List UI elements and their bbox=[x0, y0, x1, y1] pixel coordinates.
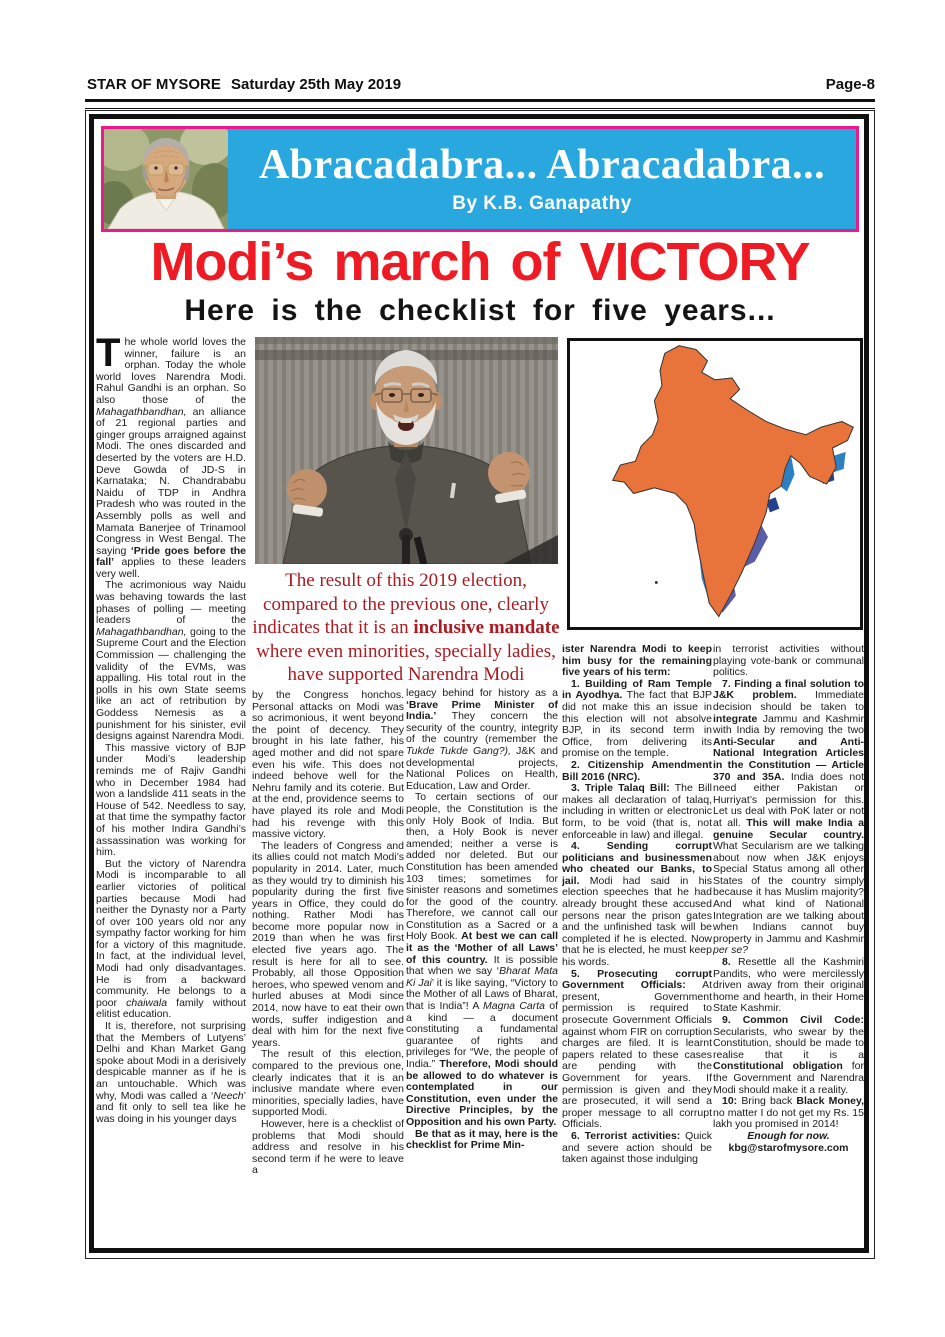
banner-byline: By K.B. Ganapathy bbox=[452, 192, 632, 214]
modi-photo bbox=[255, 337, 558, 564]
author-photo-art bbox=[104, 129, 228, 229]
paragraph: kbg@starofmysore.com bbox=[728, 1141, 849, 1154]
paper-name: STAR OF MYSORE bbox=[87, 76, 221, 93]
paragraph: 3. Triple Talaq Bill: The Bill makes all declaration of talaq, including in written or electronic form, to be void (that is, not enforceable in law) and illegal. bbox=[562, 782, 712, 841]
paragraph: It is, therefore, not surprising that the Members of Lutyens’ Delhi and Khan Market Gang spoke about Modi in a derisively despicable manner as if he is an untouchable. Which was why, Modi was called a ‘Neech’ and fit only to sell tea like he was doing in his younger days bbox=[96, 1020, 246, 1125]
body-column-1 bbox=[96, 337, 246, 1256]
paragraph: 1. Building of Ram Temple in Ayodhya. The fact that BJP did not make this an issue in this election will not absolve BJP, in its second term in Office, from delivering its promise on the temple. bbox=[562, 677, 712, 760]
masthead bbox=[85, 76, 875, 96]
paragraph: Be that as it may, here is the checklist for Prime Min- bbox=[406, 1127, 558, 1152]
paragraph: 2. Citizenship Amendment Bill 2016 (NRC). bbox=[562, 758, 712, 783]
paragraph: The whole world loves the winner, failure is an orphan. Today the whole world loves Narendra Modi. Rahul Gandhi is an orphan. So also those of the Mahagathbandhan, an alliance of 21 regional parties and ginger groups arraigned against Modi. The ones discarded and deserted by the voters are H.D. Deve Gowda of JD-S in Karnataka; N. Chandrababu Naidu of TDP in Andhra Pradesh who was routed in the Assembly polls as well and Mamata Banerjee of Trinamool Congress in West Bengal. The saying ‘Pride goes before the fall’ applies to these leaders very well. bbox=[96, 337, 246, 580]
paragraph: Enough for now. bbox=[747, 1129, 830, 1142]
headline: Modi’s march of VICTORY bbox=[150, 232, 810, 292]
paragraph: The result of this election, compared to the previous one, clearly indicates that it is an inclusive mandate where even minorities, specially ladies, have supported Modi. bbox=[252, 1048, 404, 1119]
modi-photo-art bbox=[255, 337, 558, 564]
paragraph: 6. Terrorist activities: Quick and severe action should be taken against those indulging bbox=[562, 1129, 712, 1166]
paragraph: This massive victory of BJP under Modi’s leadership reminds me of Rajiv Gandhi who in December 1984 had won a landslide 411 seats in the House of 542. Needless to say, at that time the sympathy factor of his mother Indira Gandhi’s assassination was working for him. bbox=[96, 741, 246, 859]
india-map bbox=[567, 338, 863, 630]
issue-date: Saturday 25th May 2019 bbox=[231, 76, 402, 93]
paragraph: 10: Bring back Black Money, no matter I do not get my Rs. 15 lakh you promised in 2014! bbox=[713, 1095, 864, 1131]
body-column-5 bbox=[713, 644, 864, 1256]
india-map-art bbox=[571, 342, 859, 626]
paragraph: To certain sections of our people, the Constitution is the only Holy Book of India. But then, a Holy Book is never amended; neither a verse is added nor deleted. But our Constitution has been amended 103 times; sometimes for sinister reasons and sometimes for the good of the country. Therefore, we cannot call our Constitution as a Sacred or a Holy Book. At best we can call it as the ‘Mother of all Laws’ of this country. It is possible that when we say ‘Bharat Mata Ki Jai’ it is like saying, “Victory to the Mother of all Laws of Bharat, that is India”! A Magna Carta of a kind — a document constituting a fundamental guarantee of rights and privileges for “We, the people of India.” Therefore, Modi should be allowed to do whatever is contemplated in our Constitution, even under the Directive Principles, by the Opposition and his own Party. bbox=[406, 791, 558, 1128]
banner-text bbox=[228, 129, 856, 229]
paragraph: But the victory of Narendra Modi is incomparable to all earlier victories of political parties because Modi had neither the Dynasty nor a Party of over 100 years old nor any sympathy factor working for him for a victory of this magnitude. In fact, at the individual level, Modi had only disadvantages. He is from a backward community. He belongs to a poor chaiwala family without elitist education. bbox=[96, 857, 246, 1021]
paragraph: However, here is a checklist of problems that Modi should address and resolve in his second term if he were to leave a bbox=[252, 1117, 404, 1177]
paragraph: 5. Prosecuting corrupt Government Officials: At present, Government permission is required to prosecute Government Officials against whom FIR on corruption charges are filed. It is learnt papers related to these cases are pending with the Government for years. If permission is given and they are prosecuted, it will send a proper message to all corrupt Officials. bbox=[562, 967, 712, 1131]
masthead-rule bbox=[85, 99, 875, 109]
paragraph: The leaders of Congress and its allies could not match Modi’s popularity in 2014. Later, much as they would try to diminish his popularity during the first five years in Office, they could do nothing. Rather Modi has become more popular now in 2019 than when he was first elected five years ago. The result is here for all to see. Probably, all those Opposition heroes, who spewed venom and hurled abuses at Modi since 2014, now have to eat their own words, suffer indigestion and deal with him for the next five years. bbox=[252, 839, 404, 1049]
paragraph: 7. Finding a final solution to J&K problem. Immediate decision should be taken to integrate Jammu and Kashmir with India by removing the two Anti-Secular and Anti-National Integration Articles in the Constitution — Article 370 and 35A. India does not need either Pakistan or Hurriyat’s permission for this. Let us deal with PoK later or not at all. This will make India a genuine Secular country. What Secularism are we talking about now when J&K enjoys Special Status among all other States of the country simply because it has Muslim majority? And what kind of National Integration are we talking about when Indians cannot buy property in Jammu and Kashmir per se? bbox=[713, 677, 864, 957]
paragraph: ister Narendra Modi to keep him busy for the remaining five years of his term: bbox=[562, 644, 712, 679]
paragraph: by the Congress honchos. Personal attacks on Modi was so acrimonious, it went beyond the point of decency. They brought in his late father, his aged mother and did not spare even his wife. This does not indeed behove well for the Nehru family and its coterie. But at the end, providence seems to have played its role and Modi had his revenge with this massive victory. bbox=[252, 690, 404, 841]
body-column-3 bbox=[406, 688, 558, 1259]
page-number: Page-8 bbox=[825, 76, 875, 93]
paragraph: The acrimonious way Naidu was behaving towards the last phases of polling — meeting leaders of the Mahagathbandhan, going to the Supreme Court and the Election Commission — challenging the validity of the EVMs, was appalling. His total rout in the polls in his own State seems like an act of retribution by Goddess Nemesis as a punishment for his sinister, evil designs against Narendra Modi. bbox=[96, 579, 246, 743]
body-column-4 bbox=[562, 644, 712, 1256]
paragraph: 4. Sending corrupt politicians and businessmen who cheated our Banks, to jail. Modi had said in his election speeches that he had already brought these accused persons near the prison gates and the unfinished task will be completed if he is elected. Now that he is elected, he must keep his words. bbox=[562, 840, 712, 969]
author-photo bbox=[104, 129, 228, 229]
paragraph: in terrorist activities without playing vote-bank or communal politics. bbox=[713, 644, 864, 679]
column-banner bbox=[101, 126, 859, 232]
paragraph: 9. Common Civil Code: Secularists, who swear by the Constitution, should be made to realise that it is a Constitutional obligation for the Government and Narendra Modi should make it a reality. bbox=[713, 1014, 864, 1096]
body-column-2 bbox=[252, 690, 404, 1258]
pull-quote: The result of this 2019 election, compared to the previous one, clearly indicates that it is an inclusive mandate where even minorities, specially ladies, have supported Narendra Modi bbox=[252, 570, 560, 685]
paragraph: legacy behind for history as a ‘Brave Prime Minister of India.’ They concern the security of the country, integrity of the country (remember the Tukde Tukde Gang?), J&K and developmental projects, National Polices on Health, Education, Law and Order. bbox=[406, 688, 558, 792]
drop-cap: T bbox=[96, 337, 121, 375]
banner-title: Abracadabra... Abracadabra... bbox=[258, 141, 826, 188]
paragraph: 8. Resettle all the Kashmiri Pandits, who were mercilessly driven away from their original home and hearth, in their Home State Kashmir. bbox=[713, 956, 864, 1015]
subhead: Here is the checklist for five years... bbox=[184, 294, 776, 327]
